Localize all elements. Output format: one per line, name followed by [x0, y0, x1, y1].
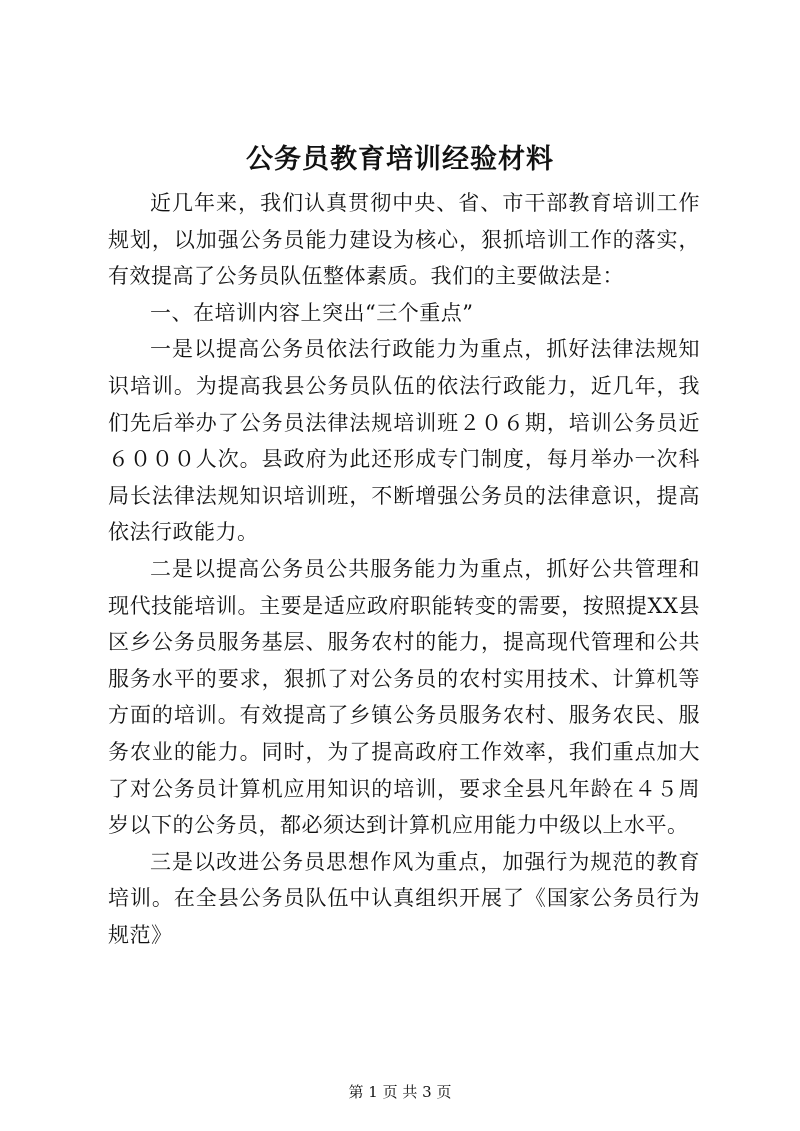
paragraph-point-one: 一是以提高公务员依法行政能力为重点，抓好法律法规知识培训。为提高我县公务员队伍的依法行政能力，近几年，我们先后举办了公务员法律法规培训班２０６期，培训公务员近６０００人次。县政府为此还形成专门制度，每月举办一次科局长法律法规知识培训班，不断增强公务员的法律意识，提高依法行政能力。 — [108, 337, 700, 545]
paragraph-point-three: 三是以改进公务员思想作风为重点，加强行为规范的教育培训。在全县公务员队伍中认真组织开展了《国家公务员行为规范》 — [108, 849, 700, 947]
document-body — [108, 185, 700, 953]
paragraph-point-two: 二是以提高公务员公共服务能力为重点，抓好公共管理和现代技能培训。主要是适应政府职能转变的需要，按照提XX县区乡公务员服务基层、服务农村的能力，提高现代管理和公共服务水平的要求，狠抓了对公务员的农村实用技术、计算机等方面的培训。有效提高了乡镇公务员服务农村、服务农民、服务农业的能力。同时，为了提高政府工作效率，我们重点加大了对公务员计算机应用知识的培训，要求全县凡年龄在４５周岁以下的公务员，都必须达到计算机应用能力中级以上水平。 — [108, 556, 700, 838]
section-heading: 一、在培训内容上突出“三个重点” — [150, 300, 474, 325]
paragraph-intro: 近几年来，我们认真贯彻中央、省、市干部教育培训工作规划，以加强公务员能力建设为核心，狠抓培训工作的落实，有效提高了公务员队伍整体素质。我们的主要做法是： — [108, 191, 700, 289]
page-number-footer: 第 1 页 共 3 页 — [348, 1083, 452, 1101]
document-title: 公务员教育培训经验材料 — [246, 144, 554, 175]
